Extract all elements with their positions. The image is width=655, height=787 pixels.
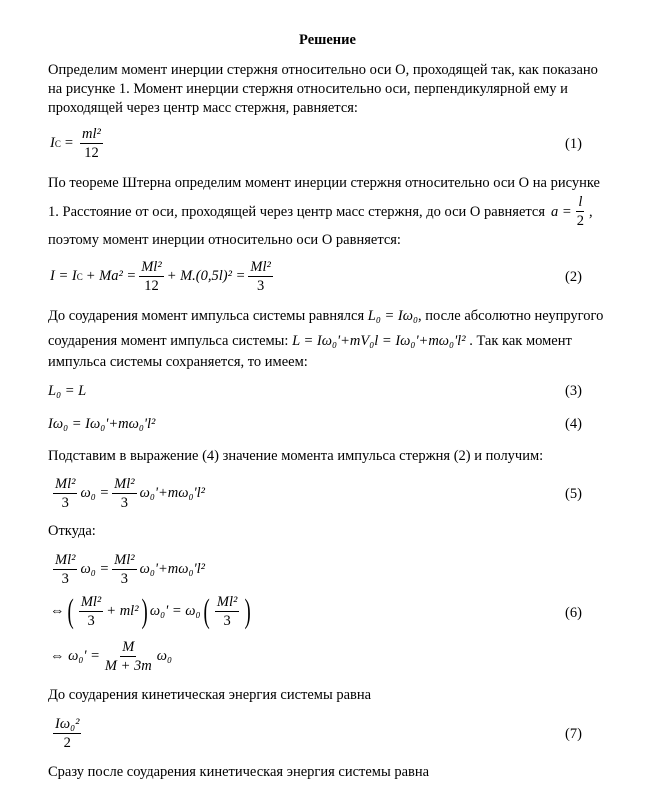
fraction — [53, 552, 77, 587]
paren: ) — [244, 592, 252, 630]
denominator: 3 — [61, 495, 69, 511]
paren: ( — [203, 592, 210, 630]
text: соударения момент импульса системы: — [48, 333, 289, 349]
denominator: 3 — [120, 571, 129, 587]
paragraph-line: До соударения кинетическая энергия системы равна — [48, 687, 372, 703]
equation-7 — [50, 716, 84, 751]
eq-text: I — [50, 135, 55, 151]
text: 1. Расстояние от оси, проходящей через центр масс стержня, до оси О равняется — [48, 203, 546, 220]
numerator: l — [578, 194, 583, 210]
paragraph-line: По теореме Штерна определим момент инерции стержня относительно оси О на рисунке — [48, 175, 600, 191]
fraction — [79, 594, 103, 629]
equation-number: (1) — [565, 136, 582, 152]
paragraph-line: на рисунке 1. Момент инерции стержня относительно оси, перпендикулярной ему и — [48, 81, 568, 97]
fraction — [248, 259, 272, 294]
eq-text: a = — [551, 203, 572, 220]
equation-number: (6) — [565, 605, 582, 621]
numerator: Ml² — [114, 552, 135, 568]
eq-text: ω₀ = — [80, 485, 110, 501]
numerator: ml² — [82, 126, 101, 142]
inline-formula: L₀ = Iω₀ — [367, 308, 418, 324]
fraction — [575, 194, 586, 229]
paragraph-line — [48, 332, 572, 350]
denominator: 12 — [84, 145, 99, 161]
paragraph-line: Определим момент инерции стержня относительно оси О, проходящей так, как показано — [48, 62, 598, 78]
numerator: Ml² — [114, 476, 135, 492]
fraction — [53, 476, 77, 511]
equation-2: I = I C + Ma² = $\frac{\text{Ml²}}{12}$ + M.(0,5l)² = $\frac{\text{Ml²}}{3}$ — [50, 259, 271, 294]
denominator: 12 — [144, 278, 159, 294]
equation-number: (3) — [565, 383, 582, 399]
eq-text: ⇔ ω₀' = — [50, 648, 100, 664]
paragraph-line: Сразу после соударения кинетическая энергия системы равна — [48, 764, 430, 780]
equation-number: (4) — [565, 416, 582, 432]
eq-text: ω₀'+mω₀'l² — [139, 561, 206, 577]
paragraph-line: Откуда: — [48, 523, 96, 539]
fraction — [112, 552, 136, 587]
fraction — [112, 476, 136, 511]
equation-6-line-2 — [50, 594, 254, 629]
numerator: Ml² — [250, 259, 271, 275]
eq-text: + M.(0,5l)² = — [166, 268, 246, 284]
numerator: Ml² — [55, 552, 76, 568]
equation-5 — [50, 476, 205, 511]
eq-text: + ml² — [106, 603, 139, 619]
section-title: Решение — [299, 32, 356, 48]
paragraph-line: импульса системы сохраняется, то имеем: — [48, 354, 308, 370]
denominator: 3 — [223, 613, 231, 629]
eq-text: ω₀' = ω₀ — [149, 603, 201, 619]
numerator: Ml² — [55, 476, 76, 492]
equation-3: L₀ = L — [48, 383, 87, 399]
paren: ) — [141, 592, 148, 630]
paragraph-line — [48, 307, 603, 325]
eq-text: + Ma² = — [85, 268, 137, 284]
equivalence-symbol: ⇔ — [50, 603, 65, 619]
eq-text: ω₀ = — [80, 561, 110, 577]
denominator: 3 — [120, 495, 129, 511]
fraction — [80, 126, 103, 161]
numerator: Ml² — [80, 594, 102, 610]
equation-1: I C = $\frac{\text{ml²}}{12}$ — [50, 126, 101, 161]
numerator: Iω₀² — [55, 716, 80, 732]
eq-text: ω₀ — [156, 648, 173, 664]
fraction — [215, 594, 239, 629]
denominator: 2 — [63, 735, 71, 751]
denominator: 2 — [576, 213, 584, 229]
text: . Так как момент — [469, 333, 572, 349]
numerator: M — [122, 639, 135, 655]
paragraph-line — [48, 194, 593, 229]
text: До соударения момент импульса системы равнялся — [48, 308, 365, 324]
equation-6-line-1 — [50, 552, 205, 587]
denominator: 3 — [87, 613, 95, 629]
eq-text: I = I — [50, 268, 77, 284]
equation-4: Iω₀ = Iω₀'+mω₀'l² — [48, 416, 156, 432]
fraction — [53, 716, 81, 751]
denominator: 3 — [256, 278, 265, 294]
fraction — [103, 639, 154, 674]
eq-text: ω₀'+mω₀'l² — [139, 485, 206, 501]
equation-number: (7) — [565, 726, 582, 742]
denominator: 3 — [61, 571, 69, 587]
paren: ( — [67, 592, 74, 630]
text: , после абсолютно неупругого — [418, 308, 604, 324]
distance-formula: a = $\frac{l}{2}$ , — [551, 194, 593, 229]
paragraph-line: поэтому момент инерции относительно оси О равняется: — [48, 232, 401, 248]
paragraph-line: проходящей через центр масс стержня, равняется: — [48, 100, 358, 116]
equation-number: (5) — [565, 486, 582, 502]
fraction — [139, 259, 163, 294]
numerator: Ml² — [141, 259, 162, 275]
inline-formula: L = Iω₀'+mV₀l = Iω₀'+mω₀'l² — [292, 333, 466, 349]
numerator: Ml² — [216, 594, 238, 610]
denominator: M + 3m — [104, 658, 152, 674]
paragraph-line: Подставим в выражение (4) значение момента импульса стержня (2) и получим: — [48, 448, 544, 464]
equation-number: (2) — [565, 269, 582, 285]
equation-6-line-3 — [50, 639, 172, 674]
